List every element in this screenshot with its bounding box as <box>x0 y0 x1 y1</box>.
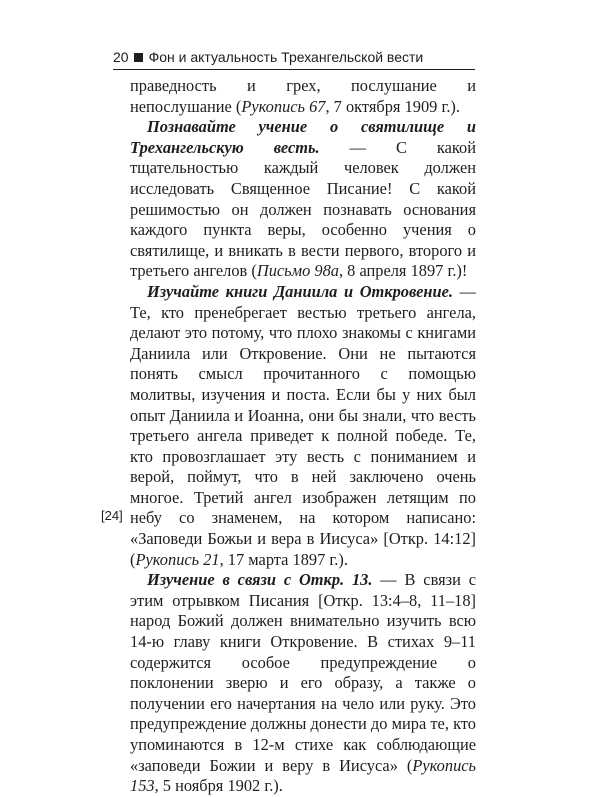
paragraph-sanctuary <box>130 117 476 282</box>
paragraph-tail: , 5 ноября 1902 г.). <box>154 776 283 796</box>
square-bullet-icon <box>134 53 143 62</box>
margin-reference: [24] <box>101 508 123 523</box>
paragraph-heading: Познавайте учение о святилище и Трехангельскую весть. <box>130 117 476 157</box>
paragraph-revelation-13 <box>130 570 476 797</box>
paragraph-heading: Изучение в связи с Откр. 13. <box>147 570 373 590</box>
paragraph-daniel-revelation <box>130 282 476 570</box>
paragraph-tail: , 7 октября 1909 г.). <box>325 96 460 116</box>
paragraph-text: — С какой тщательностью каждый человек должен исследовать Священное Писание! С какой решимостью он должен познавать основания каждого пункта веры, особенно учения о святилище, и вникать в вести первого, второго и третьего ангелов ( <box>130 137 476 281</box>
running-title: Фон и актуальность Трехангельской вести <box>148 49 424 65</box>
paragraph-text: праведность и грех, послушание и непослушание ( <box>130 76 476 116</box>
page-number: 20 <box>113 49 129 65</box>
paragraph-continued <box>130 76 476 117</box>
source-reference: Письмо 98а <box>256 261 339 281</box>
paragraph-tail: , 17 марта 1897 г.). <box>219 549 348 569</box>
paragraph-heading: Изучайте книги Даниила и Откровение. <box>147 281 453 301</box>
source-reference: Рукопись 67 <box>241 96 326 116</box>
paragraph-text: — Те, кто пренебрегает вестью третьего ангела, делают это потому, что плохо знакомы с книгами Даниила или Откровение. Они не пытаются понять смысл прочитанного с помощью молитвы, изучения и поста. Если бы у них был опыт Даниила и Иоанна, они бы знали, что весть третьего ангела приведет к полной победе. Те, кто провозглашает эту весть с пониманием и верой, поймут, что в ней заключено очень многое. Третий ангел изображен летящим по небу со знаменем, на котором написано: «Заповеди Божьи и вера в Иисуса» [Откр. 14:12] ( <box>130 281 476 569</box>
header-rule <box>113 69 475 70</box>
paragraph-text: — В связи с этим отрывком Писания [Откр. 13:4–8, 11–18] народ Божий должен внимательно изучить всю 14-ю главу книги Откровение. В стихах 9–11 содержится особое предупреждение о поклонении зверю и его образу, а также о получении его начертания на чело или руку. Это предупреждение должны донести до мира те, кто упоминаются в 12-м стихе как соблюдающие «заповеди Божии и веру в Иисуса» ( <box>130 570 476 775</box>
paragraph-tail: , 8 апреля 1897 г.)! <box>338 261 468 281</box>
source-reference: Рукопись 21 <box>135 549 220 569</box>
body-text <box>130 76 476 797</box>
running-header <box>113 46 475 68</box>
source-reference: Рукопись 153 <box>130 755 476 796</box>
